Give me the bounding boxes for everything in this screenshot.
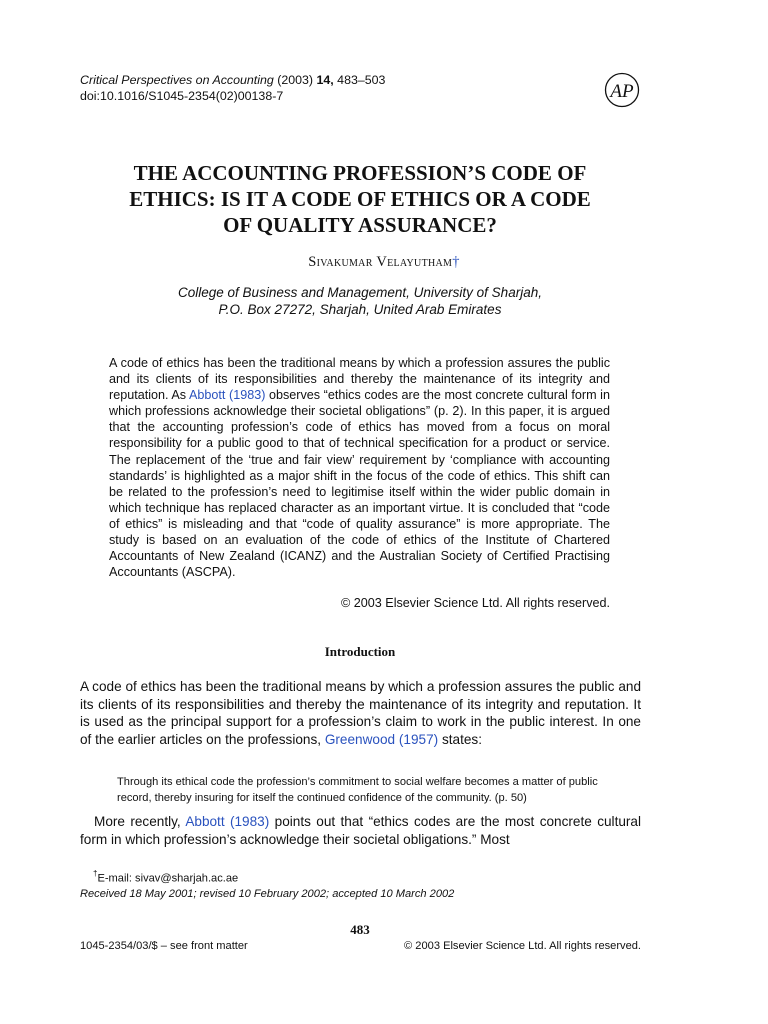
title-line: THE ACCOUNTING PROFESSION’S CODE OF — [133, 161, 587, 185]
publisher-logo — [604, 72, 640, 108]
paragraph-text: A code of ethics has been the traditional means by which a profession assures the public and its clients of its responsibilities and thereby the maintenance of its integrity and reputation. It is used as the principal support for a profession’s claim to work in the public interest. In one of the earlier articles on the professions, — [80, 679, 641, 747]
title-line: ETHICS: IS IT A CODE OF ETHICS OR A CODE — [129, 187, 591, 211]
abstract — [109, 355, 610, 580]
citation-link-abbott[interactable]: Abbott (1983) — [189, 388, 266, 403]
doi: doi:10.1016/S1045-2354(02)00138-7 — [80, 89, 284, 103]
footnote — [93, 867, 238, 887]
paragraph-text: points out that “ethics codes are the most concrete cultural form in which profession’s acknowledge their societal obligations.” Most — [80, 814, 642, 847]
affiliation — [0, 284, 720, 318]
footnote-text: E-mail: sivav@sharjah.ac.ae — [97, 872, 239, 885]
author-name: Sivakumar Velayutham — [308, 254, 453, 270]
footer-copyright: © 2003 Elsevier Science Ltd. All rights reserved. — [404, 940, 641, 952]
journal-volume: 14, — [316, 73, 334, 87]
publisher-logo-text: AP — [610, 81, 634, 102]
author-line — [0, 254, 768, 271]
received-dates: Received 18 May 2001; revised 10 February 2002; accepted 10 March 2002 — [80, 888, 455, 900]
abstract-text: observes “ethics codes are the most concrete cultural form in which professions acknowledge their societal obligations” (p. 2). In this paper, it is argued that the accounting profession’s code of ethics has moved from a focus on moral responsibility for a public good to that of technical specification for a product or service. The replacement of the ‘true and fair view’ requirement by ‘compliance with accounting standards’ is highlighted as a major shift in the focus of the code of ethics. This shift can be related to the profession’s need to legitimise itself within the wider public domain in which technique has replaced character as an important virtue. It is concluded that “code of ethics” is misleading and that “code of quality assurance” is more appropriate. The study is based on an evaluation of the code of ethics of the Institute of Chartered Accountants of New Zealand (ICANZ) and the Australian Society of Certified Practising Accountants (ASCPA). — [109, 388, 610, 580]
section-heading: Introduction — [324, 644, 396, 659]
page-number: 483 — [350, 922, 370, 937]
intro-paragraph-2 — [80, 813, 641, 848]
block-quote: Through its ethical code the profession’s commitment to social welfare becomes a matter of public record, thereby insuring for itself the continued confidence of the community. (p. 50) — [117, 776, 598, 804]
journal-name: Critical Perspectives on Accounting — [80, 73, 274, 87]
intro-paragraph — [80, 678, 641, 748]
paragraph-text: More recently, — [94, 814, 186, 829]
article-title — [90, 160, 630, 238]
title-line: OF QUALITY ASSURANCE? — [223, 213, 497, 237]
paragraph-text: states: — [438, 731, 483, 747]
journal-year: (2003) — [277, 73, 314, 87]
journal-pages: 483–503 — [337, 73, 386, 87]
footnote-mark: † — [93, 869, 98, 878]
citation-link-abbott-2[interactable]: Abbott (1983) — [185, 814, 270, 829]
journal-citation — [80, 72, 385, 104]
abstract-text: A code of ethics has been the traditional means by which a profession assures the public and its clients of its responsibilities and thereby the maintenance of its integrity and reputation. As — [109, 356, 610, 403]
citation-link-greenwood[interactable]: Greenwood (1957) — [324, 731, 439, 747]
author-footnote-link[interactable]: † — [452, 254, 460, 270]
front-matter: 1045-2354/03/$ – see front matter — [80, 940, 248, 952]
affiliation-line: P.O. Box 27272, Sharjah, United Arab Emirates — [218, 302, 502, 317]
abstract-copyright: © 2003 Elsevier Science Ltd. All rights reserved. — [341, 596, 610, 610]
affiliation-line: College of Business and Management, University of Sharjah, — [178, 285, 542, 300]
